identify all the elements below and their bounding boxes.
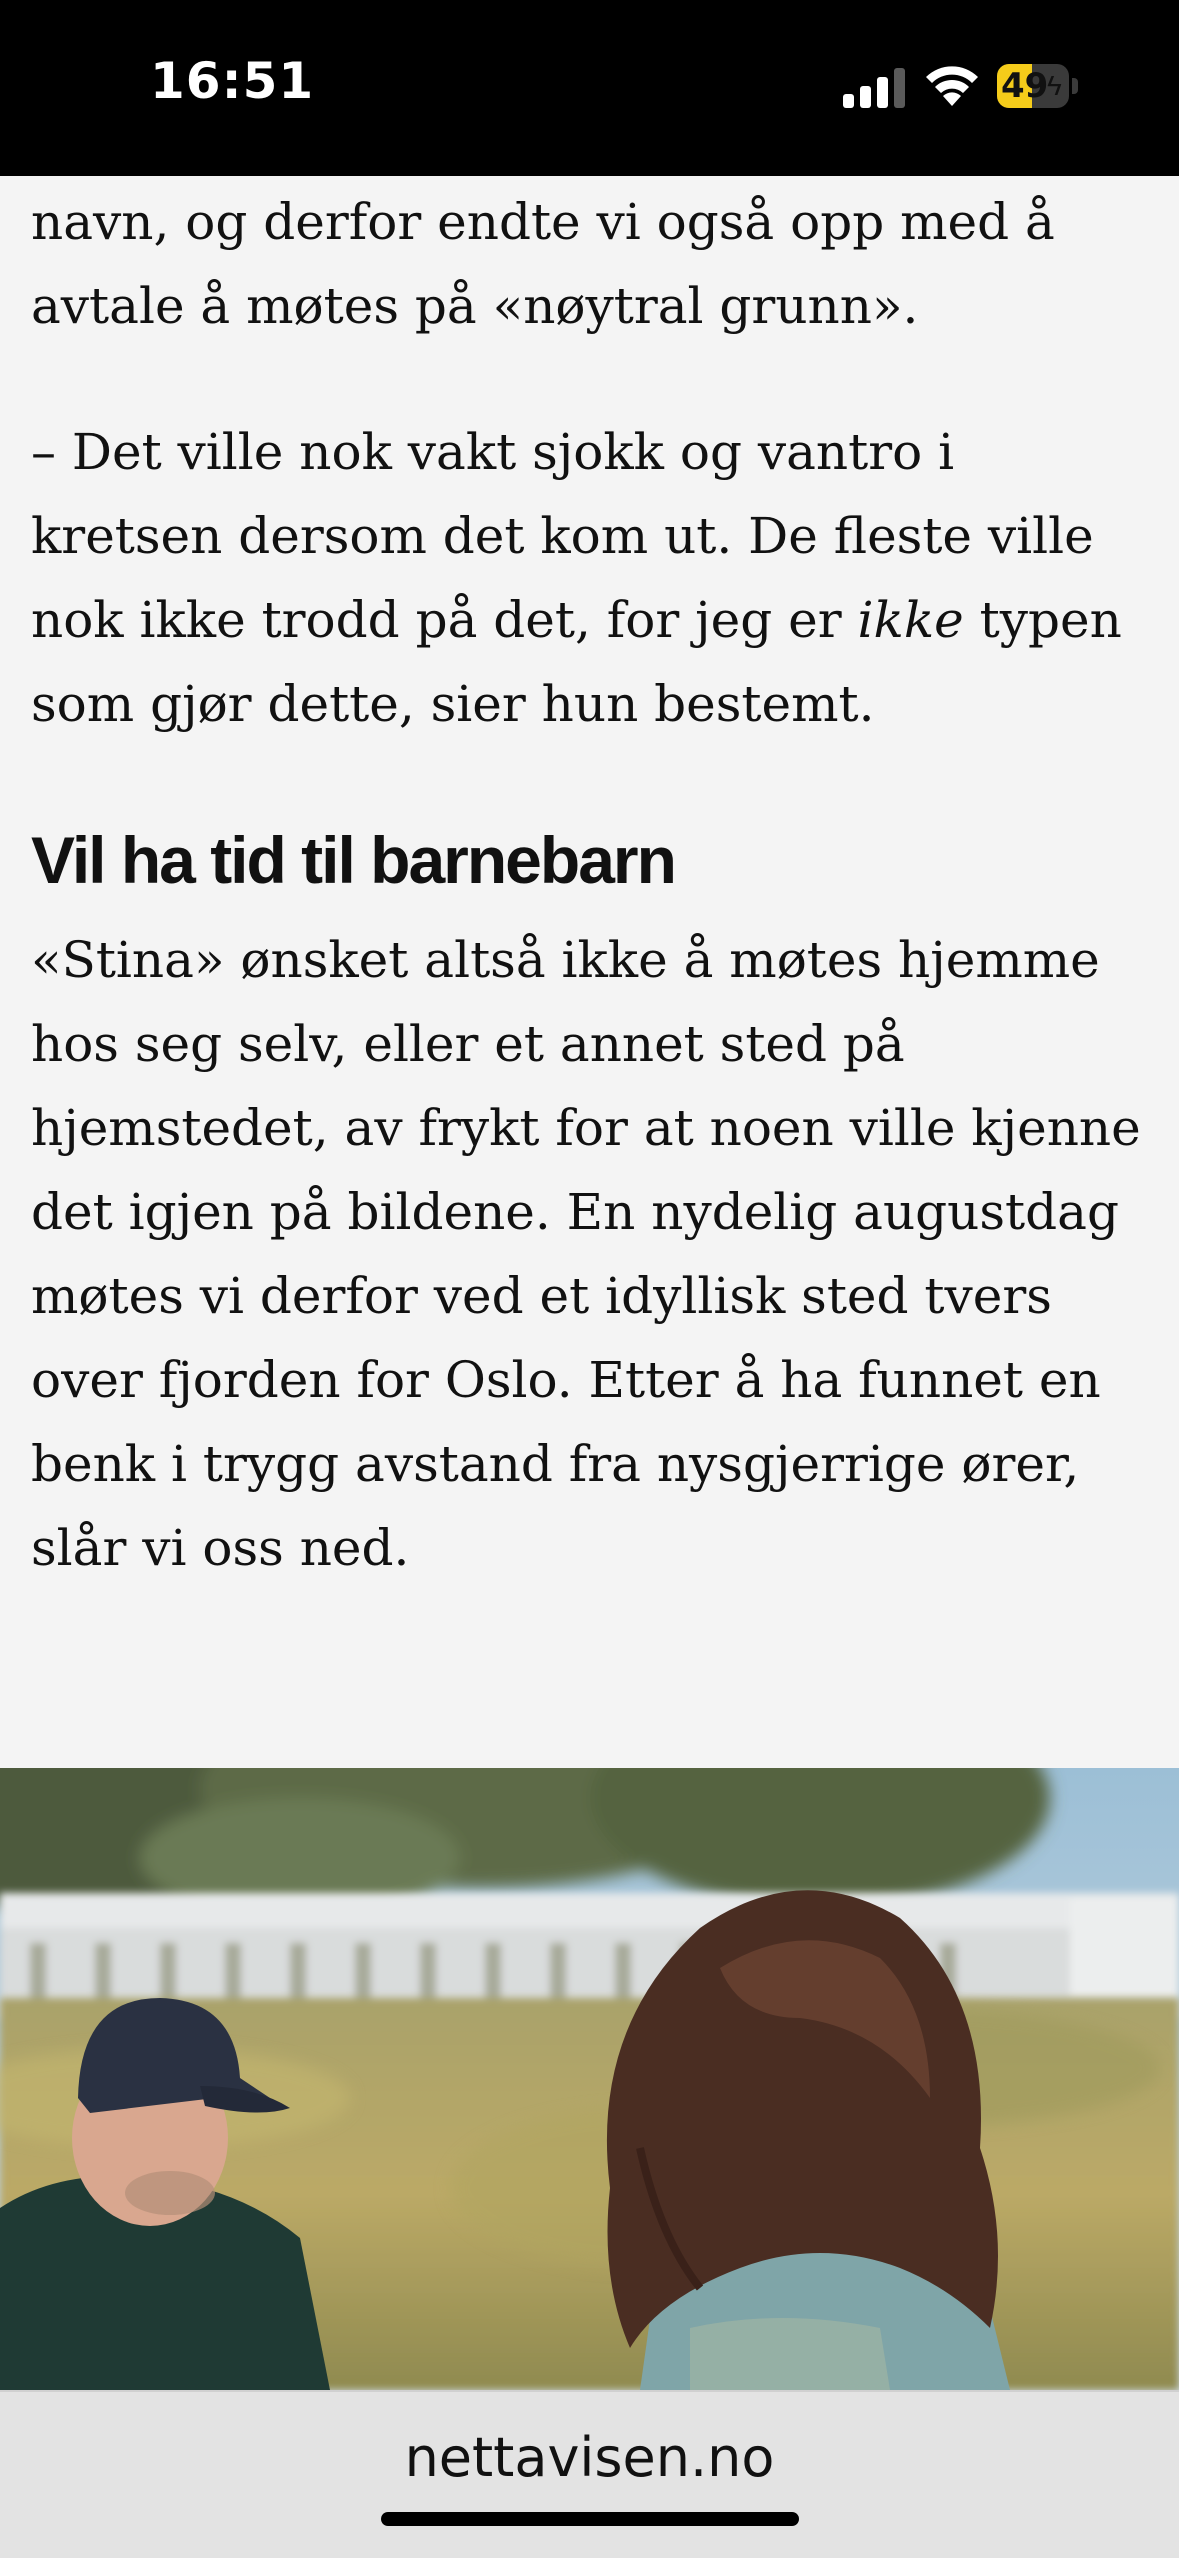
battery-level: 49 (1001, 66, 1049, 106)
article-photo[interactable] (0, 1768, 1179, 2390)
article-paragraph-quote (31, 410, 1161, 746)
article-paragraph: navn, og derfor endte vi også opp med å avtale å møtes på «nøytral grunn». (31, 193, 1055, 335)
charging-bolt-icon: ϟ (1047, 70, 1062, 101)
home-indicator[interactable] (381, 2512, 799, 2526)
battery-tip (1072, 78, 1078, 94)
url-text[interactable]: nettavisen.no (404, 2426, 775, 2489)
battery-icon (997, 64, 1079, 108)
status-time: 16:51 (150, 52, 315, 110)
browser-address-bar[interactable] (0, 2390, 1179, 2558)
article-photo-image (0, 1768, 1179, 2390)
wifi-icon (923, 62, 981, 108)
status-bar (0, 0, 1179, 176)
paragraph-emphasis: ikke (857, 591, 964, 649)
cellular-signal-icon (843, 68, 905, 108)
battery-body (997, 64, 1069, 108)
paragraph-text: typen som gjør dette, sier hun bestemt. (31, 591, 1122, 733)
paragraph-text: – Det ville nok vakt sjokk og vantro i kretsen dersom det kom ut. De fleste ville nok ikke trodd på det, for jeg er (31, 423, 1094, 649)
section-heading: Vil ha tid til barnebarn (31, 823, 675, 897)
article-paragraph: «Stina» ønsket altså ikke å møtes hjemme hos seg selv, eller et annet sted på hjemstedet, av frykt for at noen ville kjenne det igjen på bildene. En nydelig augustdag møtes vi derfor ved et idyllisk sted tvers over fjorden for Oslo. Etter å ha funnet en benk i trygg avstand fra nysgjerrige ører, slår vi oss ned. (31, 931, 1141, 1577)
